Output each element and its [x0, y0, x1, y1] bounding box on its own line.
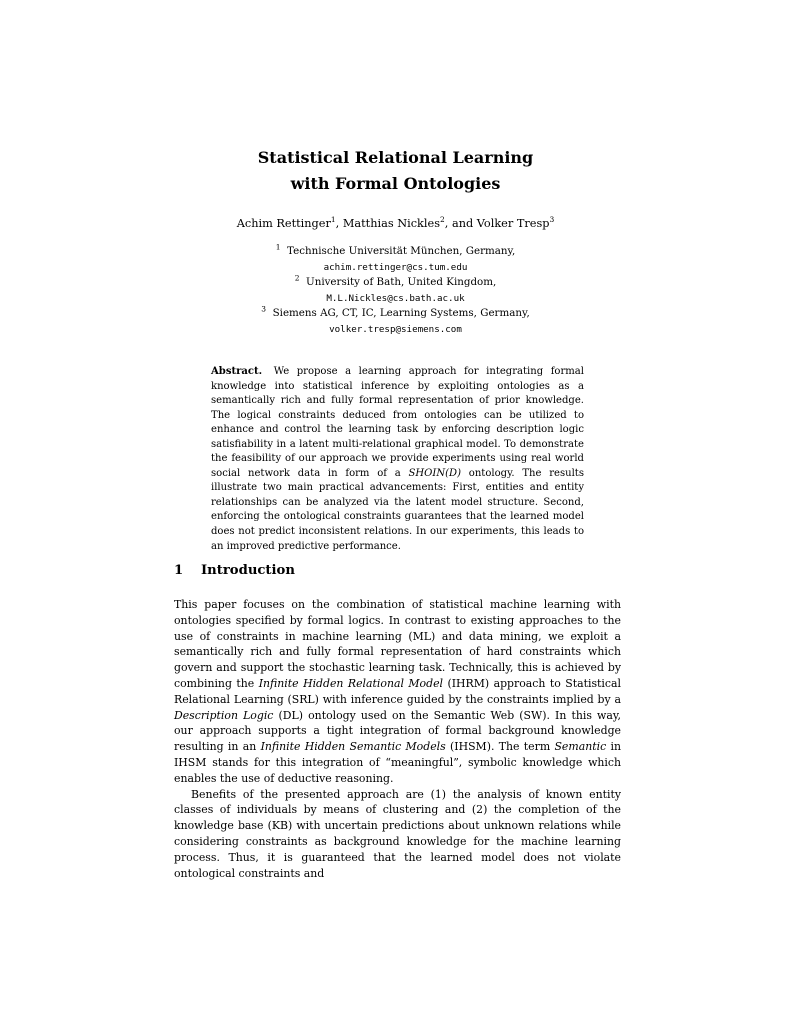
affiliation-text: Technische Universität München, Germany,	[287, 245, 516, 257]
affiliation-email: M.L.Nickles@cs.bath.ac.uk	[326, 292, 465, 304]
paragraph: Benefits of the presented approach are (1) the analysis of known entity classes of individuals by means of clustering and (2) the completion of the knowledge base (KB) with uncertain predictions about unknown relations while considering constraints as background knowledge for the machine learning process. Thus, it is guaranteed that the learned model does not violate ontological constraints and	[174, 787, 621, 880]
affiliation	[0, 244, 791, 260]
author-mark: 2	[440, 215, 445, 225]
author-list	[0, 217, 791, 230]
paragraph-text: This paper focuses on the combination of statistical machine learning with ontologies specified by formal logics. In contrast to existing approaches to the use of constraints in machine learning (ML) and data mining, we exploit a semantically rich and fully formal representation of hard constraints which govern and support the stochastic learning task. Technically, this is achieved by combining the	[174, 598, 621, 690]
emphasis-term: Semantic	[554, 740, 607, 754]
paragraph-text: in IHSM stands for this integration of “meaningful”, symbolic knowledge which enables the use of deductive reasoning.	[174, 740, 621, 785]
affiliation	[0, 275, 791, 291]
abstract-text: We propose a learning approach for integrating formal knowledge into statistical inference by exploiting ontologies as a semantically rich and fully formal representation of prior knowledge. The logical constraints deduced from ontologies can be utilized to enhance and control the learning task by enforcing description logic satisfiability in a latent multi-relational graphical model. To demonstrate the feasibility of our approach we provide experiments using real world social network data in form of a	[211, 366, 585, 479]
abstract-text: ontology. The results illustrate two main practical advancements: First, entities and entity relationships can be analyzed via the latent model structure. Second, enforcing the ontological constraints guarantees that the learned model does not predict inconsistent relations. In our experiments, this leads to an improved predictive performance.	[211, 467, 584, 552]
section-number: 1	[174, 563, 184, 578]
paper-title	[0, 145, 791, 197]
affiliation-list	[0, 244, 791, 337]
paragraph-text: (IHRM) approach to Statistical Relational Learning (SRL) with inference guided by the constraints implied by a	[174, 676, 621, 706]
emphasis-term: Infinite Hidden Relational Model	[258, 676, 444, 690]
author-mark: 3	[549, 215, 555, 225]
author-separator: , and	[444, 217, 477, 230]
author-name: Matthias Nickles	[342, 217, 440, 230]
affiliation-email: volker.tresp@siemens.com	[329, 323, 462, 335]
author-separator: ,	[335, 217, 343, 230]
title-line-2: with Formal Ontologies	[290, 174, 501, 193]
title-line-1: Statistical Relational Learning	[257, 148, 534, 167]
paragraph	[174, 597, 621, 787]
section-heading	[174, 563, 295, 578]
affiliation-text: University of Bath, United Kingdom,	[306, 276, 497, 288]
emphasis-term: Description Logic	[174, 708, 274, 722]
abstract-label: Abstract.	[211, 366, 263, 377]
paragraph-text: (IHSM). The term	[450, 740, 551, 754]
affiliation-mark: 1	[275, 242, 281, 252]
abstract-math: SHOIN(D)	[408, 467, 462, 479]
paragraph-text: (DL) ontology used on the Semantic Web (SW). In this way, our approach supports a tight integration of formal background knowledge resulting in an	[174, 708, 622, 754]
body-text	[174, 597, 621, 881]
affiliation-text: Siemens AG, CT, IC, Learning Systems, Germany,	[272, 307, 530, 319]
emphasis-term: Infinite Hidden Semantic Models	[260, 740, 446, 754]
author-mark: 1	[330, 215, 336, 225]
author-name: Volker Tresp	[476, 217, 550, 230]
affiliation-mark: 2	[294, 273, 300, 283]
abstract	[211, 365, 584, 554]
author-name: Achim Rettinger	[236, 217, 331, 230]
affiliation-email: achim.rettinger@cs.tum.edu	[323, 261, 468, 273]
affiliation-mark: 3	[261, 304, 267, 314]
affiliation	[0, 306, 791, 322]
section-title: Introduction	[201, 563, 295, 578]
